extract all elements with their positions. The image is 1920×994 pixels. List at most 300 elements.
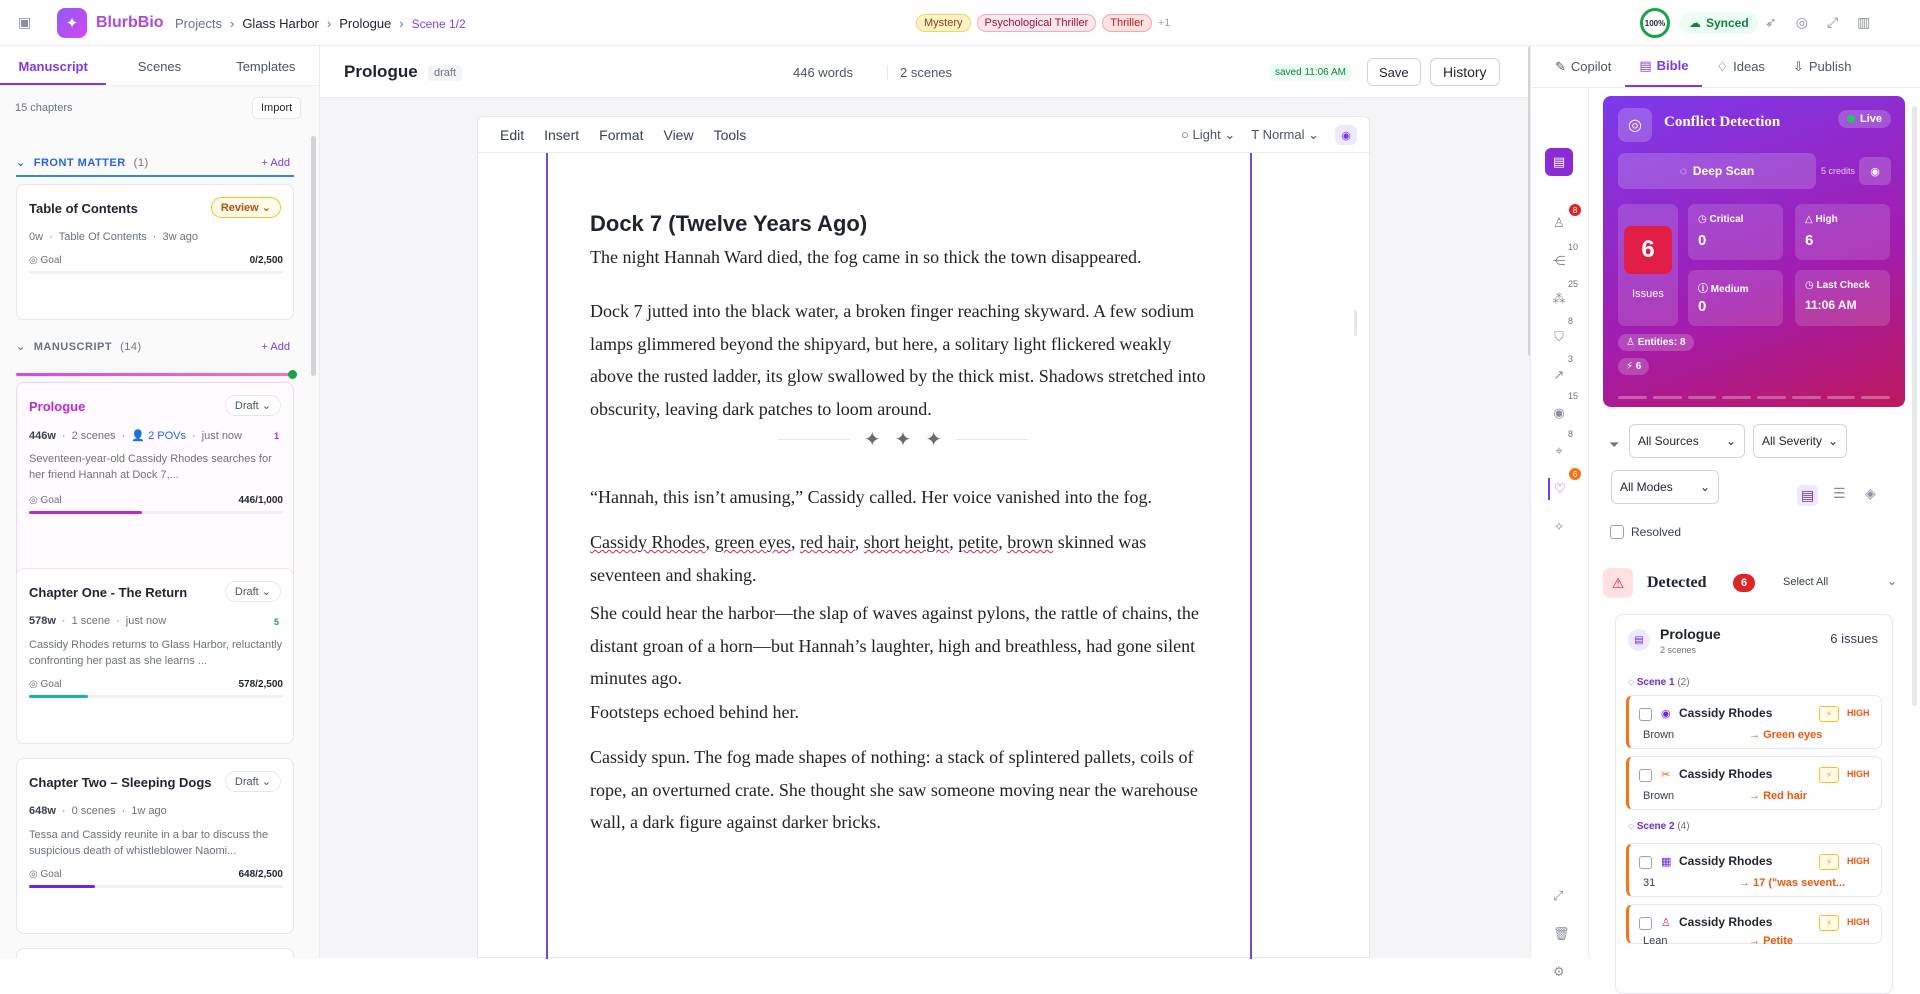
group-subtitle: 2 scenes xyxy=(1660,645,1697,655)
panel-toggle-icon[interactable]: ▥ xyxy=(1857,14,1871,30)
add-chapter-button[interactable]: + Add xyxy=(261,340,290,353)
section-title: FRONT MATTER xyxy=(33,156,126,169)
word-count: 578w xyxy=(29,615,56,627)
scene-count: 2 scenes xyxy=(71,429,116,442)
status-dropdown[interactable]: Review ⌄ xyxy=(211,197,281,218)
scene-count: 2 scenes xyxy=(887,65,952,80)
live-label: Live xyxy=(1859,113,1882,125)
warning-icon: △ xyxy=(1805,214,1816,225)
history-button[interactable]: History xyxy=(1430,58,1500,86)
issue-to-value: 17 ("was sevent... xyxy=(1753,877,1846,889)
word-count: 446w xyxy=(29,429,56,442)
updated-time: 1w ago xyxy=(131,805,167,817)
right-scrollbar[interactable] xyxy=(1912,106,1917,706)
credits-label: 5 credits xyxy=(1821,166,1856,176)
network-icon[interactable]: ⁂ xyxy=(1552,291,1566,306)
page-scroll-indicator[interactable] xyxy=(1354,310,1357,336)
eye-icon: ◉ xyxy=(1661,708,1671,720)
menu-edit[interactable]: Edit xyxy=(500,127,525,143)
footer-bar xyxy=(1653,396,1682,399)
front-matter-header[interactable] xyxy=(16,156,290,169)
breadcrumb-scene[interactable]: Scene 1/2 xyxy=(411,16,466,31)
clock-icon: ◷ xyxy=(1805,280,1817,291)
status-dropdown[interactable]: Draft ⌄ xyxy=(225,771,281,792)
goal-progress-fill xyxy=(29,885,95,888)
group-title: Prologue xyxy=(1660,626,1721,642)
count-label: 25 xyxy=(1568,279,1579,289)
flagged-text[interactable]: short height xyxy=(863,532,950,552)
count-badge: 8 xyxy=(1569,204,1581,216)
scene-count: (2) xyxy=(1677,677,1690,688)
count-label: 3 xyxy=(1568,354,1574,364)
goal-icon: ◎ xyxy=(29,869,41,880)
info-icon: ⓘ xyxy=(1698,284,1711,295)
user-icon[interactable]: ♙ xyxy=(1553,215,1565,230)
goal-label: Goal xyxy=(40,869,62,880)
card-footer-bars xyxy=(1618,396,1890,399)
scene-name: Scene 1 xyxy=(1636,677,1675,688)
flagged-text[interactable]: brown xyxy=(1007,532,1054,552)
severity-label: HIGH xyxy=(1847,917,1870,927)
goal-progress-bar xyxy=(29,271,283,274)
bolt-icon[interactable]: ⚡ xyxy=(1819,854,1839,870)
count-label: 15 xyxy=(1568,391,1579,401)
expand-icon[interactable]: ⤢ xyxy=(1826,14,1839,30)
sun-icon: ○ xyxy=(1181,127,1189,142)
trend-icon[interactable]: ↗ xyxy=(1553,367,1565,382)
goal-progress-fill xyxy=(29,695,88,698)
pov-count[interactable] xyxy=(131,429,186,442)
goal-row xyxy=(29,495,283,506)
updated-time: just now xyxy=(125,615,167,627)
genre-tags xyxy=(916,14,1170,32)
issue-card[interactable] xyxy=(1626,843,1882,897)
goal-value: 648/2,500 xyxy=(238,869,283,880)
select-value: All Modes xyxy=(1620,480,1673,494)
entities-chip[interactable] xyxy=(1618,334,1694,351)
tab-ideas[interactable] xyxy=(1702,46,1778,87)
telescope-icon[interactable]: ⌖ xyxy=(1555,443,1563,458)
saved-status: saved 11:06 AM xyxy=(1270,64,1351,81)
breadcrumb-separator: › xyxy=(399,16,404,31)
issue-to-value: Red hair xyxy=(1763,790,1808,802)
issue-to xyxy=(1749,790,1807,802)
arrow-right-icon: → xyxy=(1739,877,1754,889)
goal-label: Goal xyxy=(40,679,62,690)
editor-panel xyxy=(477,116,1370,958)
tab-label: Copilot xyxy=(1570,59,1612,74)
issue-from: Brown xyxy=(1643,790,1675,802)
genre-tag[interactable]: Thriller xyxy=(1102,14,1152,32)
text-style-label: Normal xyxy=(1262,127,1305,142)
paragraph: Footsteps echoed behind her. xyxy=(590,702,799,722)
conflict-detection-card xyxy=(1603,96,1905,407)
issue-checkbox[interactable] xyxy=(1639,856,1652,869)
theme-label: Light xyxy=(1192,127,1221,142)
arrow-right-icon: → xyxy=(1749,790,1764,802)
stat-label: Medium xyxy=(1710,284,1749,295)
cloud-icon: ☁ xyxy=(1689,16,1701,30)
issue-entity: Cassidy Rhodes xyxy=(1679,854,1773,868)
heart-check-icon[interactable]: ♡ xyxy=(1548,478,1570,500)
share-icon[interactable]: ⋲ xyxy=(1552,253,1566,268)
goal-row xyxy=(29,255,283,266)
goal-icon: ◎ xyxy=(29,679,41,690)
paragraph: Cassidy spun. The fog made shapes of nothing: a stack of splintered pallets, coils of rope, an overturned crate. She thought she saw someone moving near the warehouse wall, a dark figure against darker bricks. xyxy=(590,747,1198,832)
count-label: 10 xyxy=(1568,242,1579,252)
chevron-down-icon: ⌄ xyxy=(1699,480,1710,494)
star-icon: ✦ xyxy=(894,429,912,451)
issue-entity: Cassidy Rhodes xyxy=(1679,915,1773,929)
issue-badge: 5 xyxy=(273,617,279,627)
tab-manuscript[interactable]: Manuscript xyxy=(0,46,106,85)
issue-to xyxy=(1749,729,1822,741)
app-logo[interactable]: ✦ xyxy=(57,8,87,38)
stat-medium[interactable] xyxy=(1688,270,1783,326)
issue-card[interactable] xyxy=(1626,756,1882,810)
goal-row xyxy=(29,869,283,880)
divider-line xyxy=(956,439,1028,440)
issue-checkbox[interactable] xyxy=(1639,708,1652,721)
arrow-right-icon: → xyxy=(1749,935,1764,947)
left-sidebar xyxy=(0,46,320,958)
issues-summary xyxy=(1618,204,1678,326)
issue-from: Lean xyxy=(1643,935,1668,947)
breadcrumb xyxy=(175,16,466,31)
chapter-summary: Cassidy Rhodes returns to Glass Harbor, reluctantly confronting her past as she learns ... xyxy=(29,639,283,667)
resolved-checkbox[interactable] xyxy=(1610,525,1681,539)
trash-icon[interactable]: 🗑 xyxy=(1553,926,1570,941)
checkbox-label: Resolved xyxy=(1631,525,1682,539)
footer-bar xyxy=(1861,396,1890,399)
paragraph: Cassidy Rhodes, green eyes, red hair, short height, petite, brown skinned was seventeen and shaking. xyxy=(590,532,1147,585)
issue-card[interactable] xyxy=(1626,695,1882,749)
paragraph: “Hannah, this isn’t amusing,” Cassidy called. Her voice vanished into the fog. xyxy=(590,487,1153,507)
issue-entity: Cassidy Rhodes xyxy=(1679,767,1773,781)
goal-label: Goal xyxy=(40,495,62,506)
brand-name[interactable]: BlurbBio xyxy=(96,14,164,31)
updated-time: 3w ago xyxy=(162,231,198,243)
filter-icon: ⏷ xyxy=(1609,437,1620,452)
count-label: 8 xyxy=(1568,316,1574,326)
chapter-summary: Tessa and Cassidy reunite in a bar to discuss the suspicious death of whistleblower Naomi... xyxy=(29,829,269,857)
status-dropdown[interactable]: Draft ⌄ xyxy=(225,581,281,602)
bible-rail xyxy=(1531,88,1589,979)
chevron-down-icon[interactable]: ⌄ xyxy=(1887,574,1898,588)
editor-area xyxy=(320,46,1530,958)
sidebar-tabs xyxy=(0,46,319,86)
scene-label[interactable] xyxy=(1628,821,1690,832)
chapter-title: Table of Contents xyxy=(29,201,138,216)
pen-icon: ✎ xyxy=(1555,58,1566,74)
sidebar-scrollbar[interactable] xyxy=(311,136,316,376)
chapter-card-toc[interactable] xyxy=(16,184,294,320)
document-title: Prologue xyxy=(344,62,418,81)
tab-bible[interactable] xyxy=(1625,46,1702,87)
genre-more[interactable]: +1 xyxy=(1157,17,1171,29)
breadcrumb-projects[interactable]: Projects xyxy=(175,16,222,31)
chapter-meta: 446w · 2 scenes · 👤 2 POVs · just now xyxy=(29,429,242,442)
stat-high[interactable] xyxy=(1795,204,1890,260)
breadcrumb-separator: › xyxy=(326,16,332,31)
menu-format[interactable]: Format xyxy=(599,127,644,143)
book-icon: ▤ xyxy=(1628,629,1650,651)
preview-eye-icon[interactable]: ◉ xyxy=(1335,125,1357,145)
genre-tag[interactable]: Mystery xyxy=(916,14,971,32)
issues-label: Issues xyxy=(1632,288,1664,300)
tab-publish[interactable] xyxy=(1779,46,1866,87)
chapter-card-one[interactable] xyxy=(16,568,294,744)
chapter-card-next[interactable] xyxy=(16,948,294,958)
live-toggle[interactable] xyxy=(1838,110,1891,128)
updated-time: just now xyxy=(201,429,242,442)
stat-last-check xyxy=(1795,270,1890,326)
status-dropdown[interactable]: Draft ⌄ xyxy=(225,395,281,416)
menu-insert[interactable]: Insert xyxy=(544,127,580,143)
book-icon: ▤ xyxy=(1639,57,1652,73)
section-title: MANUSCRIPT xyxy=(33,340,113,353)
card-title: Conflict Detection xyxy=(1664,114,1781,130)
compass-icon[interactable]: ◎ xyxy=(1795,14,1808,30)
flagged-text[interactable]: red hair xyxy=(799,532,855,552)
severity-select[interactable] xyxy=(1753,424,1847,458)
chapter-meta: 578w · 1 scene · just now xyxy=(29,615,167,627)
paragraph: Dock 7 jutted into the black water, a broken finger reaching skyward. A few sodium lamps glimmered beyond the shipyard, but here, a solitary light flickered weakly above the rusted ladder, its glow swallowed by the thick mist. Shadows stretched into obscurity, leaving dark patches to loom around. xyxy=(590,301,1206,419)
tab-templates[interactable]: Templates xyxy=(236,59,296,74)
issue-card[interactable] xyxy=(1626,904,1882,947)
genre-tag[interactable]: Psychological Thriller xyxy=(977,14,1097,32)
stat-label: Last Check xyxy=(1816,280,1870,291)
pov-label: 2 POVs xyxy=(148,430,186,442)
scan-label: Deep Scan xyxy=(1692,164,1755,178)
word-count: 446 words xyxy=(793,65,853,80)
sync-status xyxy=(1680,12,1758,34)
chapter-card-two[interactable] xyxy=(16,758,294,934)
stat-critical[interactable] xyxy=(1688,204,1783,260)
detected-count: 6 xyxy=(1733,574,1755,592)
arrow-right-icon: → xyxy=(1749,729,1764,741)
chapter-meta: 648w · 0 scenes · 1w ago xyxy=(29,805,167,817)
flagged-text[interactable]: green eyes xyxy=(714,532,791,552)
gear-icon[interactable]: ⚙ xyxy=(1553,964,1565,979)
select-value: All Sources xyxy=(1638,434,1699,448)
scissors-icon: ✂ xyxy=(1661,769,1671,781)
shield-icon[interactable]: ⛉ xyxy=(1554,329,1564,344)
bolt-icon[interactable]: ⚡ xyxy=(1819,915,1839,931)
user-icon: 👤 xyxy=(131,430,145,442)
menu-view[interactable]: View xyxy=(663,127,694,143)
section-count: (1) xyxy=(133,156,149,169)
goal-progress-bar xyxy=(29,695,283,698)
menu-tools[interactable]: Tools xyxy=(713,127,747,143)
users-icon: ♙ xyxy=(1626,337,1638,348)
text-run: skinned was seventeen and shaking. xyxy=(590,532,1147,585)
scene-label[interactable] xyxy=(1628,677,1690,688)
deep-scan-button[interactable] xyxy=(1618,153,1816,189)
paragraph: She could hear the harbor—the slap of waves against pylons, the rattle of chains, the distant groan of a horn—but Hannah’s laughter, high and breathless, had gone silent minutes ago. xyxy=(590,603,1199,688)
goal-row xyxy=(29,679,283,690)
eye-icon[interactable]: ◉ xyxy=(1553,405,1565,420)
flagged-text[interactable]: petite xyxy=(958,532,999,552)
star-icon: ✦ xyxy=(925,429,943,451)
pin-icon: ◌ xyxy=(1628,821,1637,832)
checkbox[interactable] xyxy=(1610,525,1624,539)
progress-dot xyxy=(288,370,297,379)
lightbulb-icon: ♢ xyxy=(1716,58,1729,74)
footer-bar xyxy=(1827,396,1856,399)
editor-toolbar xyxy=(478,117,1371,153)
goal-label: Goal xyxy=(40,255,62,266)
issue-from: 31 xyxy=(1643,877,1656,889)
footer-bar xyxy=(1618,396,1647,399)
chapter-title: Chapter Two – Sleeping Dogs xyxy=(29,775,212,790)
sources-select[interactable] xyxy=(1629,424,1745,458)
goal-value: 0/2,500 xyxy=(249,255,283,266)
word-count: 0w xyxy=(29,231,44,243)
issue-to xyxy=(1739,877,1845,889)
scan-icon: ◌ xyxy=(1679,164,1687,178)
chevron-down-icon: ⌄ xyxy=(1827,434,1838,448)
group-issue-count: 6 issues xyxy=(1830,631,1878,646)
progress-ring[interactable]: 100% xyxy=(1640,8,1670,38)
chapter-summary: Seventeen-year-old Cassidy Rhodes searches for her friend Hannah at Dock 7,... xyxy=(29,453,272,481)
goal-progress-bar xyxy=(29,511,283,514)
issue-badge: 1 xyxy=(273,431,279,441)
calendar-icon: ▦ xyxy=(1661,856,1672,868)
goal-progress-fill xyxy=(29,511,142,514)
severity-label: HIGH xyxy=(1847,708,1870,718)
issue-to-value: Green eyes xyxy=(1763,729,1823,741)
top-bar xyxy=(0,0,1920,46)
rocket-icon[interactable]: ➶ xyxy=(1765,14,1777,30)
breadcrumb-separator: › xyxy=(229,16,235,31)
stat-label: High xyxy=(1815,214,1838,225)
right-panel xyxy=(1530,46,1920,979)
stat-value: 6 xyxy=(1805,232,1814,249)
footer-bar xyxy=(1792,396,1821,399)
entities-label: Entities: 8 xyxy=(1637,337,1686,348)
document-header xyxy=(320,46,1530,98)
text-style-select[interactable]: T Normal ⌄ xyxy=(1251,127,1319,142)
manuscript-page[interactable] xyxy=(546,153,1252,959)
sparkle-icon[interactable]: ✧ xyxy=(1553,519,1565,534)
sidebar-toggle-icon[interactable]: ▣ xyxy=(18,14,32,30)
add-front-matter-button[interactable]: + Add xyxy=(261,156,290,169)
severity-label: HIGH xyxy=(1847,856,1870,866)
tab-label: Publish xyxy=(1808,59,1852,74)
tab-label: Ideas xyxy=(1733,59,1765,74)
expand-icon[interactable]: ⤢ xyxy=(1553,888,1564,903)
tab-copilot[interactable] xyxy=(1531,46,1625,87)
manuscript-header[interactable] xyxy=(16,340,290,353)
scene-name: Scene 2 xyxy=(1636,821,1675,832)
chapter-title: Chapter One - The Return xyxy=(29,585,188,600)
book-view-icon[interactable]: ▤ xyxy=(1797,485,1818,506)
chapter-count: 15 chapters xyxy=(15,102,73,114)
scene-count: 0 scenes xyxy=(71,805,116,817)
star-icon: ✦ xyxy=(863,429,881,451)
modes-select[interactable] xyxy=(1611,470,1719,504)
issues-count: 6 xyxy=(1624,226,1672,274)
scene-count: 1 scene xyxy=(71,615,111,627)
bolt-icon[interactable]: ⚡ xyxy=(1819,767,1839,783)
issue-checkbox[interactable] xyxy=(1639,769,1652,782)
manuscript-progress-bar xyxy=(16,373,290,376)
scene-count: (4) xyxy=(1677,821,1690,832)
top-right-actions xyxy=(1765,14,1870,31)
editor-menu xyxy=(500,127,746,143)
chevron-down-icon: ⌄ xyxy=(16,341,26,353)
import-button[interactable]: Import xyxy=(252,97,301,119)
stat-value: 11:06 AM xyxy=(1805,298,1857,312)
goal-icon: ◎ xyxy=(29,495,41,506)
footer-bar xyxy=(1757,396,1786,399)
save-button[interactable]: Save xyxy=(1367,58,1421,86)
goal-value: 446/1,000 xyxy=(238,495,283,506)
issue-checkbox[interactable] xyxy=(1639,917,1652,930)
issue-from: Brown xyxy=(1643,729,1675,741)
tab-label: Bible xyxy=(1656,58,1689,73)
divider-line xyxy=(778,439,850,440)
editor-toolbar-right xyxy=(1181,125,1357,145)
breadcrumb-chapter[interactable]: Prologue xyxy=(339,16,392,31)
select-value: All Severity xyxy=(1762,434,1823,448)
issue-to-value: Petite xyxy=(1763,935,1794,947)
chevron-down-icon: ⌄ xyxy=(1725,434,1736,448)
paragraph: The night Hannah Ward died, the fog came in so thick the town disappeared. xyxy=(590,247,1142,267)
word-count: 648w xyxy=(29,805,56,817)
download-icon: ⇩ xyxy=(1792,58,1804,74)
flagged-text[interactable]: Cassidy Rhodes xyxy=(590,532,706,552)
theme-select[interactable]: ○ Light ⌄ xyxy=(1181,127,1236,142)
tab-scenes[interactable]: Scenes xyxy=(137,59,182,74)
text-icon: T xyxy=(1251,127,1259,142)
count-badge: 6 xyxy=(1569,468,1581,480)
pin-icon: ◌ xyxy=(1628,677,1637,688)
person-icon: ♙ xyxy=(1661,917,1671,929)
footer-bar xyxy=(1688,396,1717,399)
select-all-button[interactable]: Select All xyxy=(1783,576,1829,588)
alert-triangle-icon: ⚠ xyxy=(1603,568,1633,598)
issue-to xyxy=(1749,935,1793,947)
breadcrumb-project[interactable]: Glass Harbor xyxy=(242,16,319,31)
layers-view-icon[interactable]: ◈ xyxy=(1865,485,1876,501)
goal-progress-bar xyxy=(29,885,283,888)
severity-label: HIGH xyxy=(1847,769,1870,779)
eye-icon[interactable]: ◉ xyxy=(1859,157,1891,185)
stat-value: 0 xyxy=(1698,298,1707,315)
bolt-chip[interactable]: ⚡ 6 xyxy=(1618,358,1649,375)
live-dot xyxy=(1847,115,1855,123)
chapter-title: Prologue xyxy=(29,399,86,414)
section-title: Detected xyxy=(1647,574,1707,591)
chapter-type: Table Of Contents xyxy=(58,231,147,243)
goal-icon: ◎ xyxy=(29,255,41,266)
bolt-icon[interactable]: ⚡ xyxy=(1819,706,1839,722)
section-count: (14) xyxy=(120,340,142,353)
section-underline xyxy=(16,175,294,177)
chapter-issues-group xyxy=(1615,614,1893,994)
book-icon[interactable]: ▤ xyxy=(1545,148,1573,176)
right-tabs xyxy=(1531,46,1920,88)
issue-entity: Cassidy Rhodes xyxy=(1679,706,1773,720)
scene-break xyxy=(778,427,1028,452)
chapter-heading: Dock 7 (Twelve Years Ago) xyxy=(590,211,868,236)
checklist-view-icon[interactable]: ☰ xyxy=(1833,485,1846,501)
chapter-meta: 0w · Table Of Contents · 3w ago xyxy=(29,231,198,243)
count-label: 8 xyxy=(1568,429,1574,439)
stat-label: Critical xyxy=(1709,214,1744,225)
